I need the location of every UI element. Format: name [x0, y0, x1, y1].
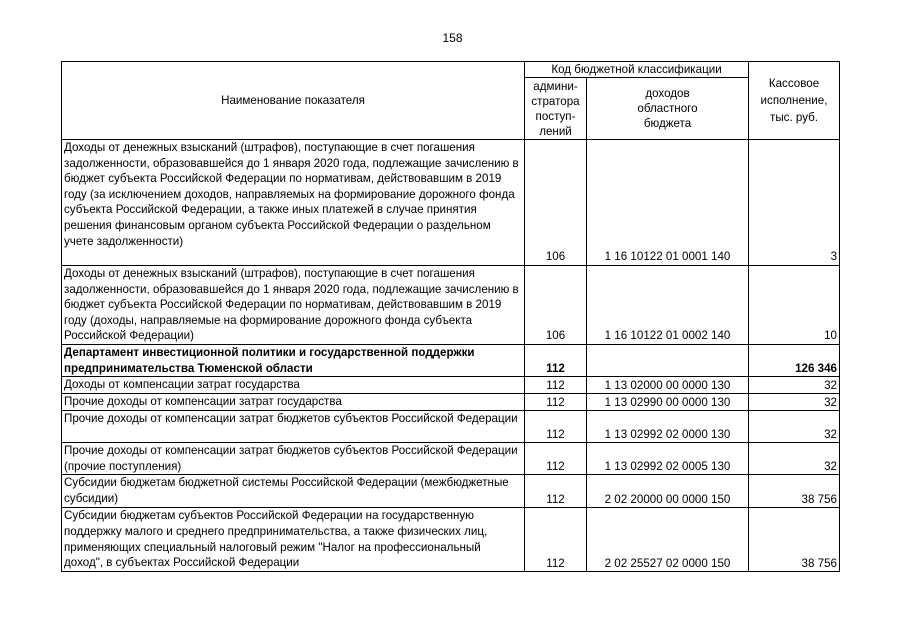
- revenue-code-cell: [587, 345, 749, 377]
- revenue-code-cell: 1 13 02992 02 0005 130: [587, 443, 749, 475]
- revenue-code-cell: 1 16 10122 01 0002 140: [587, 266, 749, 345]
- cash-execution-cell: 32: [749, 377, 840, 394]
- revenue-code-cell: 1 13 02990 00 0000 130: [587, 394, 749, 411]
- indicator-name-cell: Доходы от денежных взысканий (штрафов), поступающие в счет погашения задолженности, образовавшейся до 1 января 2020 года, подлежащие зачислению в бюджет субъекта Российской Федерации по нормативам, действовавшим в 2019 году (доходы, направляемые на формирование дорожного фонда субъекта Российской Федерации): [62, 266, 525, 345]
- header-administrator-line: поступ-: [535, 109, 576, 123]
- header-name: Наименование показателя: [62, 62, 525, 140]
- revenue-code-cell: 2 02 20000 00 0000 150: [587, 475, 749, 508]
- table-row: [62, 411, 840, 443]
- administrator-code-cell: 112: [525, 377, 587, 394]
- header-administrator-line: лений: [539, 124, 572, 138]
- revenue-code-cell: 1 13 02992 02 0000 130: [587, 411, 749, 443]
- table-row: [62, 475, 840, 508]
- administrator-code-cell: 112: [525, 475, 587, 508]
- cash-execution-cell: 32: [749, 443, 840, 475]
- table-row: [62, 443, 840, 475]
- header-revenue-line: областного: [637, 102, 698, 115]
- header-administrator: [525, 78, 587, 140]
- table-row: [62, 508, 840, 572]
- table-row: [62, 394, 840, 411]
- administrator-code-cell: 112: [525, 443, 587, 475]
- administrator-code-cell: 112: [525, 411, 587, 443]
- budget-table: [61, 61, 840, 572]
- header-administrator-line: стратора: [531, 94, 580, 108]
- header-revenue-line: бюджета: [643, 117, 692, 130]
- cash-execution-cell: 10: [749, 266, 840, 345]
- table-header: [62, 62, 840, 140]
- page-number: 158: [442, 31, 463, 45]
- indicator-name-cell: Прочие доходы от компенсации затрат бюджетов субъектов Российской Федерации: [62, 411, 525, 443]
- revenue-code-cell: 1 13 02000 00 0000 130: [587, 377, 749, 394]
- indicator-name-cell: Прочие доходы от компенсации затрат государства: [62, 394, 525, 411]
- cash-execution-cell: 3: [749, 140, 840, 266]
- indicator-name-cell: Субсидии бюджетам субъектов Российской Федерации на государственную поддержку малого и среднего предпринимательства, а также физических лиц, применяющих специальный налоговый режим "Налог на профессиональный доход", в субъектах Российской Федерации: [62, 508, 525, 572]
- header-cash-execution-line: Кассовое: [768, 77, 820, 90]
- cash-execution-cell: 38 756: [749, 475, 840, 508]
- cash-execution-cell: 38 756: [749, 508, 840, 572]
- table-row: [62, 377, 840, 394]
- header-budget-code-group: Код бюджетной классификации: [525, 62, 749, 78]
- cash-execution-cell: 32: [749, 411, 840, 443]
- header-revenue: [587, 78, 749, 140]
- table-row: [62, 140, 840, 266]
- revenue-code-cell: 2 02 25527 02 0000 150: [587, 508, 749, 572]
- revenue-code-cell: 1 16 10122 01 0001 140: [587, 140, 749, 266]
- indicator-name-cell: Субсидии бюджетам бюджетной системы Российской Федерации (межбюджетные субсидии): [62, 475, 525, 508]
- indicator-name-cell: Прочие доходы от компенсации затрат бюджетов субъектов Российской Федерации (прочие поступления): [62, 443, 525, 475]
- table-body: [62, 140, 840, 572]
- header-revenue-line: доходов: [645, 87, 690, 100]
- administrator-code-cell: 112: [525, 508, 587, 572]
- header-cash-execution-line: тыс. руб.: [770, 111, 819, 124]
- administrator-code-cell: 106: [525, 266, 587, 345]
- header-cash-execution: [749, 62, 840, 140]
- table-row: [62, 345, 840, 377]
- table-row: [62, 266, 840, 345]
- cash-execution-cell: 32: [749, 394, 840, 411]
- cash-execution-cell: 126 346: [749, 345, 840, 377]
- indicator-name-cell: Доходы от денежных взысканий (штрафов), поступающие в счет погашения задолженности, образовавшейся до 1 января 2020 года, подлежащие зачислению в бюджет субъекта Российской Федерации по нормативам, действовавшим в 2019 году (за исключением доходов, направляемых на формирование дорожного фонда субъекта Российской Федерации, а также иных платежей в случае принятия решения финансовым органом субъекта Российской Федерации о раздельном учете задолженности): [62, 140, 525, 266]
- administrator-code-cell: 106: [525, 140, 587, 266]
- administrator-code-cell: 112: [525, 345, 587, 377]
- indicator-name-cell: Департамент инвестиционной политики и государственной поддержки предпринимательства Тюменской области: [62, 345, 525, 377]
- administrator-code-cell: 112: [525, 394, 587, 411]
- indicator-name-cell: Доходы от компенсации затрат государства: [62, 377, 525, 394]
- header-administrator-line: админи-: [533, 79, 578, 93]
- header-cash-execution-line: исполнение,: [760, 94, 828, 107]
